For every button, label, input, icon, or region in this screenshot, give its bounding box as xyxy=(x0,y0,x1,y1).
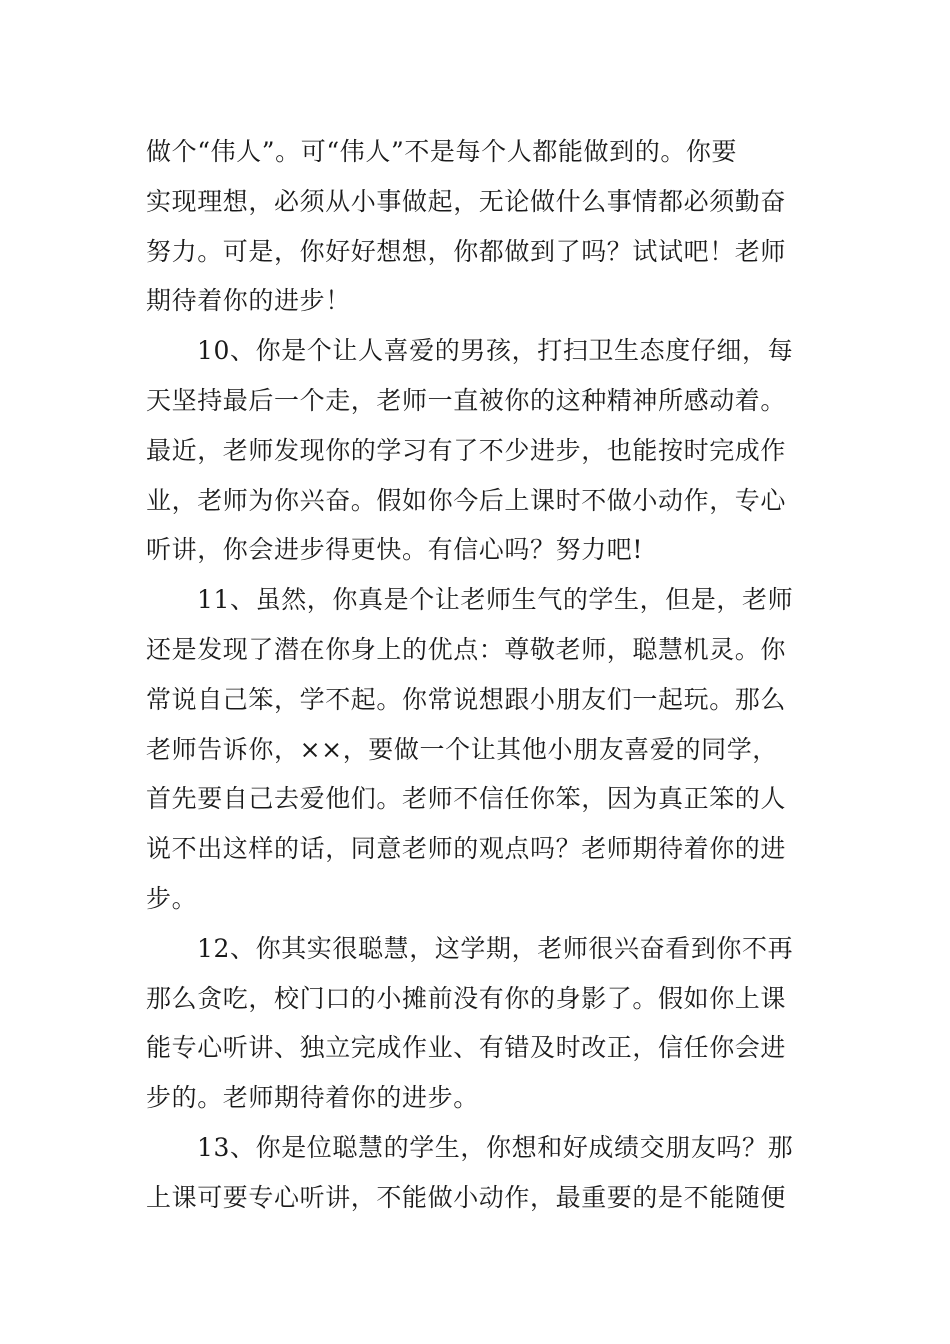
text-line: 做个“伟人”。可“伟人”不是每个人都能做到的。你要 xyxy=(146,137,738,166)
paragraph-first-line: 11、虽然，你真是个让老师生气的学生，但是，老师 xyxy=(197,585,794,615)
text-line: 还是发现了潜在你身上的优点：尊敬老师，聪慧机灵。你 xyxy=(146,634,787,664)
text-line: 天坚持最后一个走，老师一直被你的这种精神所感动着。 xyxy=(146,385,787,415)
text-line: 老师告诉你，××，要做一个让其他小朋友喜爱的同学， xyxy=(146,734,778,764)
text-line: 期待着你的进步！ xyxy=(146,286,351,316)
text-line: 常说自己笨，学不起。你常说想跟小朋友们一起玩。那么 xyxy=(146,684,787,714)
text-line: 能专心听讲、独立完成作业、有错及时改正，信任你会进 xyxy=(146,1033,787,1063)
text-line: 首先要自己去爱他们。老师不信任你笨，因为真正笨的人 xyxy=(146,784,787,814)
text-line: 最近，老师发现你的学习有了不少进步，也能按时完成作 xyxy=(146,435,787,465)
paragraph-first-line: 13、你是位聪慧的学生，你想和好成绩交朋友吗？那 xyxy=(197,1132,794,1162)
text-line: 步。 xyxy=(146,883,198,913)
text-line: 努力。可是，你好好想想，你都做到了吗？试试吧！老师 xyxy=(146,236,787,266)
text-line: 上课可要专心听讲，不能做小动作，最重要的是不能随便 xyxy=(146,1182,787,1212)
paragraph-first-line: 10、你是个让人喜爱的男孩，打扫卫生态度仔细，每 xyxy=(197,336,794,366)
text-line: 实现理想，必须从小事做起，无论做什么事情都必须勤奋 xyxy=(146,186,787,216)
document-body xyxy=(146,127,806,1223)
text-line: 业，老师为你兴奋。假如你今后上课时不做小动作，专心 xyxy=(146,485,787,515)
text-line: 步的。老师期待着你的进步。 xyxy=(146,1083,479,1113)
text-line: 听讲，你会进步得更快。有信心吗？努力吧! xyxy=(146,535,644,565)
text-line: 说不出这样的话，同意老师的观点吗？老师期待着你的进 xyxy=(146,834,787,864)
paragraph-first-line: 12、你其实很聪慧，这学期，老师很兴奋看到你不再 xyxy=(197,933,794,963)
text-line: 那么贪吃，校门口的小摊前没有你的身影了。假如你上课 xyxy=(146,983,787,1013)
